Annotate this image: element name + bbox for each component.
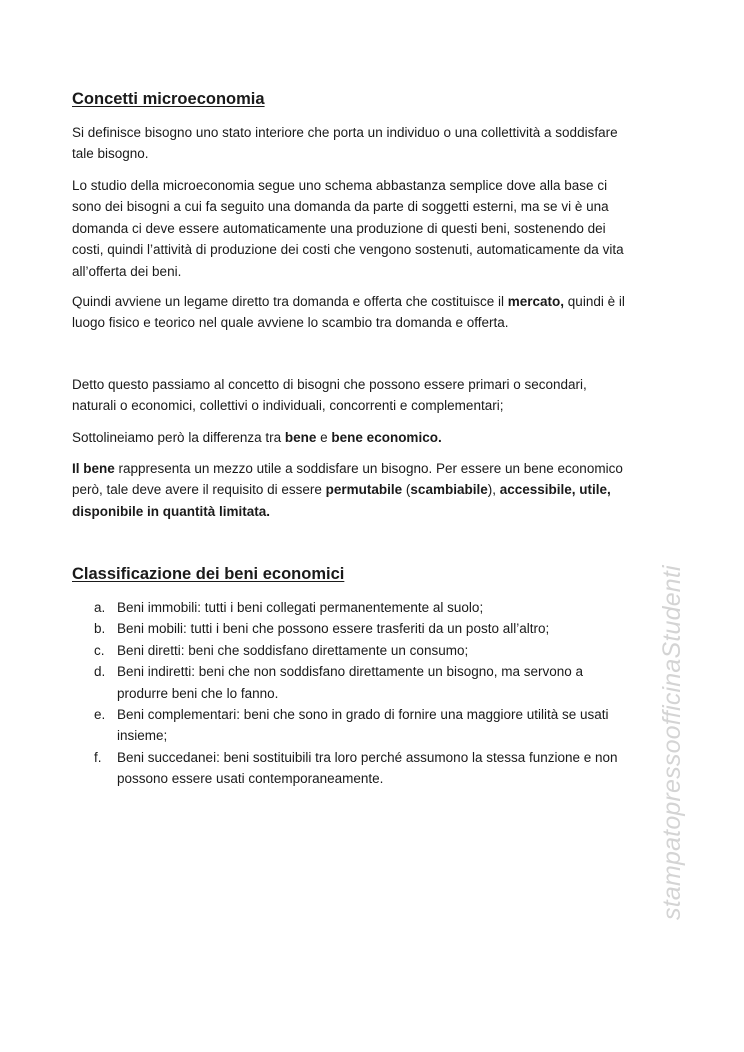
text: Quindi avviene un legame diretto tra domanda e offerta che costituisce il xyxy=(72,294,508,309)
list-item-text: possono essere usati contemporaneamente. xyxy=(117,771,384,787)
text-line xyxy=(72,143,682,164)
text: e xyxy=(316,430,332,445)
text-line xyxy=(72,239,682,260)
text-line xyxy=(72,218,682,239)
text-line xyxy=(72,479,682,500)
text: tale bisogno. xyxy=(72,146,149,162)
list-marker: d. xyxy=(94,664,106,680)
text: Sottolineiamo però la differenza tra xyxy=(72,430,285,445)
watermark: stampatopressoofficinaStudenti xyxy=(658,565,686,920)
bold-text: mercato, xyxy=(507,294,565,309)
list-marker: c. xyxy=(94,642,105,658)
list-marker: a. xyxy=(94,600,106,615)
list-item-text: produrre beni che lo fanno. xyxy=(117,685,279,701)
text: costi, quindi l’attività di produzione dei costi che vengono sostenuti, automaticamente da vita xyxy=(72,242,624,258)
text: Si definisce bisogno uno stato interiore che porta un individuo o una collettività a soddisfare xyxy=(72,125,618,140)
list-item-text: Beni complementari: beni che sono in grado di fornire una maggiore utilità se usati xyxy=(117,706,609,722)
list-item-text: Beni indiretti: beni che non soddisfano direttamente un bisogno, ma servono a xyxy=(117,664,584,680)
text: Lo studio della microeconomia segue uno schema abbastanza semplice dove alla base ci xyxy=(72,178,608,193)
list-marker: b. xyxy=(94,621,106,637)
section-heading-classificazione: Classificazione dei beni economici xyxy=(72,565,345,583)
text-line xyxy=(72,312,682,333)
text: rappresenta un mezzo utile a soddisfare un bisogno. Per essere un bene economico xyxy=(114,461,623,476)
classification-list xyxy=(72,597,682,790)
text: Detto questo passiamo al concetto di bisogni che possono essere primari o secondari, xyxy=(72,377,587,392)
list-item xyxy=(72,640,682,661)
paragraph xyxy=(72,427,682,448)
list-item xyxy=(72,597,682,618)
list-item xyxy=(72,661,682,704)
text-line xyxy=(72,175,682,196)
text: domanda ci deve essere automaticamente una produzione di questi beni, sostenendo dei xyxy=(72,220,606,236)
bold-text: Il bene xyxy=(72,461,115,476)
text: ( xyxy=(402,482,411,498)
text-line xyxy=(72,291,682,312)
list-item-text: Beni immobili: tutti i beni collegati permanentemente al suolo; xyxy=(117,600,484,615)
text: naturali o economici, collettivi o individuali, concorrenti e complementari; xyxy=(72,398,504,414)
paragraph xyxy=(72,122,682,165)
text-line xyxy=(72,196,682,217)
bold-text: disponibile in quantità limitata. xyxy=(72,503,271,519)
list-marker: e. xyxy=(94,706,106,722)
text: luogo fisico e teorico nel quale avviene lo scambio tra domanda e offerta. xyxy=(72,315,509,331)
list-item-text: Beni diretti: beni che soddisfano direttamente un consumo; xyxy=(117,642,469,658)
text-line xyxy=(72,501,682,522)
text: quindi è il xyxy=(564,294,625,309)
text-line xyxy=(72,395,682,416)
list-marker: f. xyxy=(94,749,102,765)
list-item-text: Beni succedanei: beni sostituibili tra loro perché assumono la stessa funzione e non xyxy=(117,749,618,765)
list-item-text: Beni mobili: tutti i beni che possono essere trasferiti da un posto all’altro; xyxy=(117,621,550,637)
text-line xyxy=(72,122,682,143)
paragraph xyxy=(72,175,682,282)
list-item xyxy=(72,618,682,639)
bold-text: bene economico. xyxy=(331,430,442,445)
bold-text: accessibile, utile, xyxy=(499,482,611,498)
text: all’offerta dei beni. xyxy=(72,263,182,279)
text-line xyxy=(72,374,682,395)
paragraph xyxy=(72,458,682,522)
text: però, tale deve avere il requisito di essere xyxy=(72,482,326,498)
paragraph xyxy=(72,291,682,334)
bold-text: permutabile xyxy=(325,482,403,498)
text-line xyxy=(72,261,682,282)
list-item-text: insieme; xyxy=(117,728,168,744)
bold-text: scambiabile xyxy=(410,482,488,498)
section-heading-concetti: Concetti microeconomia xyxy=(72,90,265,108)
list-item xyxy=(72,747,682,790)
text-line xyxy=(72,427,682,448)
text: sono dei bisogni a cui fa seguito una domanda da parte di soggetti esterni, ma se vi è una xyxy=(72,199,609,215)
bold-text: bene xyxy=(284,430,317,445)
text-line xyxy=(72,458,682,479)
paragraph xyxy=(72,374,682,417)
list-item xyxy=(72,704,682,747)
text: ), xyxy=(487,482,500,498)
